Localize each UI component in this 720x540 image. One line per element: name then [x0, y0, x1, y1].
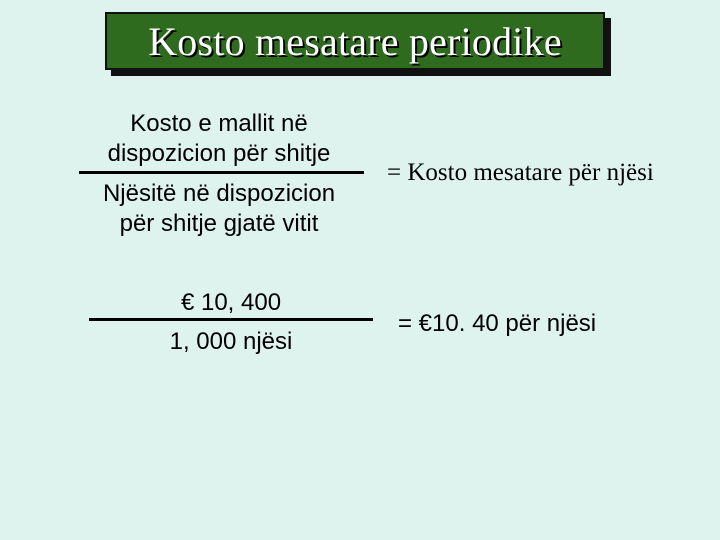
calculation-denominator: 1, 000 njësi — [169, 328, 293, 355]
formula-denominator-line-2: për shitje gjatë vitit — [119, 210, 319, 237]
formula-result: = Kosto mesatare për njësi — [387, 159, 654, 186]
formula-numerator — [78, 109, 360, 169]
title-banner — [105, 12, 605, 70]
page-title: Kosto mesatare periodike — [148, 18, 562, 64]
formula-numerator-line-2: dispozicion për shitje — [107, 140, 331, 167]
calculation-fraction-bar — [89, 318, 373, 321]
formula-numerator-line-1: Kosto e mallit në — [130, 110, 308, 137]
formula-denominator-line-1: Njësitë në dispozicion — [102, 180, 336, 207]
calculation-result: = €10. 40 për njësi — [398, 310, 597, 337]
calculation-numerator: € 10, 400 — [180, 289, 282, 316]
formula-fraction-bar — [79, 171, 364, 174]
formula-denominator — [78, 179, 360, 239]
